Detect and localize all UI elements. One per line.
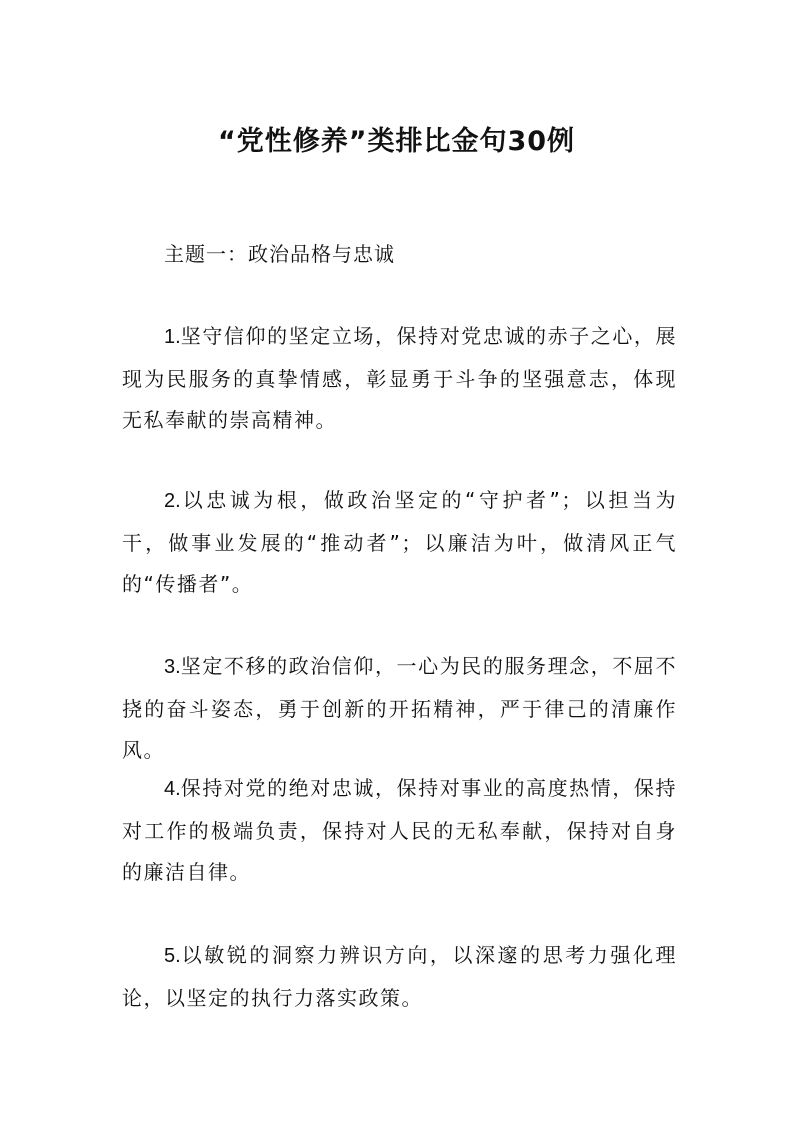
item-text: 保持对党的绝对忠诚，保持对事业的高度热情，保持对工作的极端负责，保持对人民的无私奉献，保持对自身的廉洁自律。: [122, 776, 677, 884]
item-number: 3.: [164, 656, 181, 678]
item-number: 1.: [164, 326, 181, 348]
list-item: [122, 480, 677, 606]
item-text: 坚守信仰的坚定立场，保持对党忠诚的赤子之心，展现为民服务的真挚情感，彰显勇于斗争的坚强意志，体现无私奉献的崇高精神。: [122, 324, 677, 432]
item-text: 坚定不移的政治信仰，一心为民的服务理念，不屈不挠的奋斗姿态，勇于创新的开拓精神，严于律己的清廉作风。: [122, 654, 677, 762]
section-heading: 主题一：政治品格与忠诚: [164, 242, 395, 266]
document-title: “党性修养”类排比金句30例: [217, 126, 576, 157]
item-text: 以忠诚为根，做政治坚定的“守护者”；以担当为干，做事业发展的“推动者”；以廉洁为叶，做清风正气的“传播者”。: [122, 488, 677, 596]
item-text: 以敏锐的洞察力辨识方向，以深邃的思考力强化理论，以坚定的执行力落实政策。: [122, 943, 677, 1010]
list-item: [122, 646, 677, 772]
item-number: 2.: [164, 490, 181, 512]
list-item: [122, 768, 677, 894]
item-number: 4.: [164, 778, 181, 800]
list-item: [122, 935, 677, 1019]
list-item: [122, 316, 677, 442]
item-number: 5.: [164, 945, 181, 967]
